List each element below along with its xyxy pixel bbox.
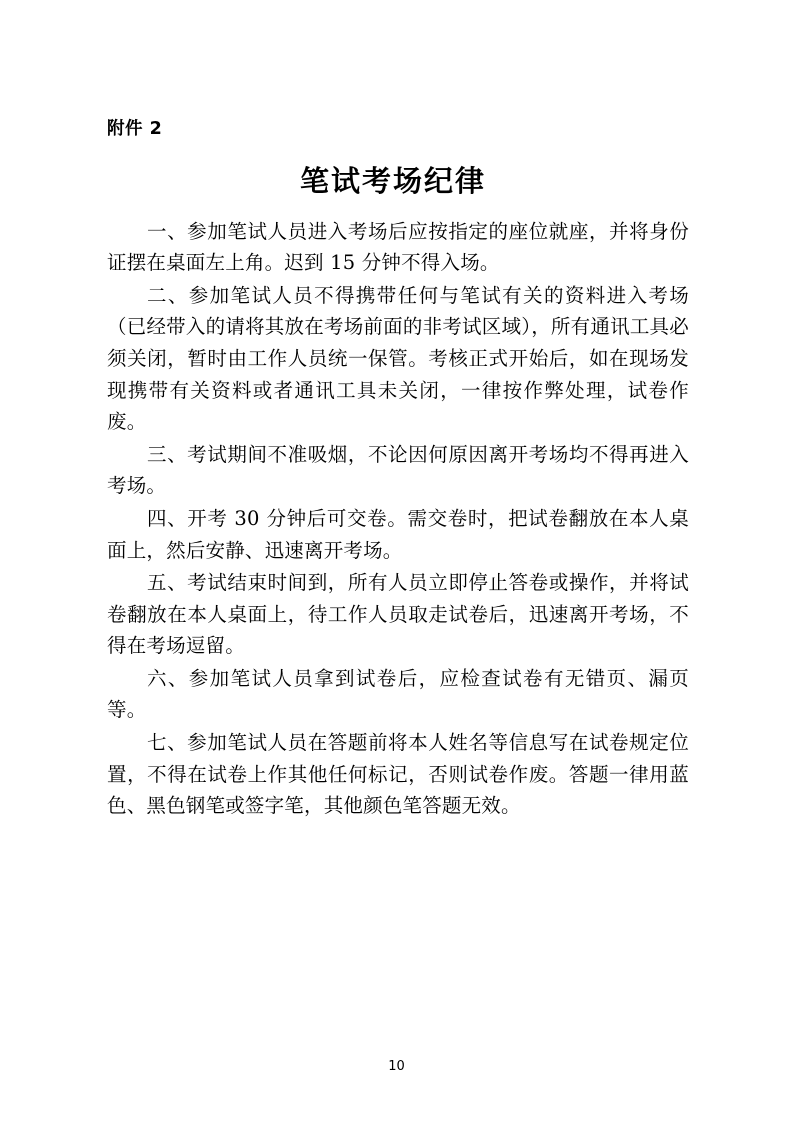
paragraph-7: 七、参加笔试人员在答题前将本人姓名等信息写在试卷规定位置，不得在试卷上作其他任何标记，否则试卷作废。答题一律用蓝色、黑色钢笔或签字笔，其他颜色笔答题无效。 (107, 731, 689, 818)
document-body (107, 216, 689, 822)
paragraph-1: 一、参加笔试人员进入考场后应按指定的座位就座，并将身份证摆在桌面左上角。迟到 15 分钟不得入场。 (107, 219, 689, 275)
attachment-label: 附件 2 (107, 119, 163, 139)
paragraph-6: 六、参加笔试人员拿到试卷后，应检查试卷有无错页、漏页等。 (107, 666, 689, 722)
page-number: 10 (388, 1059, 405, 1074)
paragraph-5: 五、考试结束时间到，所有人员立即停止答卷或操作，并将试卷翻放在本人桌面上，待工作人员取走试卷后，迅速离开考场，不得在考场逗留。 (107, 571, 689, 658)
paragraph-2: 二、参加笔试人员不得携带任何与笔试有关的资料进入考场（已经带入的请将其放在考场前面的非考试区域），所有通讯工具必须关闭，暂时由工作人员统一保管。考核正式开始后，如在现场发现携带有关资料或者通讯工具未关闭，一律按作弊处理，试卷作废。 (107, 283, 689, 434)
page-title: 笔试考场纪律 (299, 163, 486, 198)
paragraph-3: 三、考试期间不准吸烟，不论因何原因离开考场均不得再进入考场。 (107, 442, 689, 498)
paragraph-4: 四、开考 30 分钟后可交卷。需交卷时，把试卷翻放在本人桌面上，然后安静、迅速离开考场。 (107, 506, 689, 562)
